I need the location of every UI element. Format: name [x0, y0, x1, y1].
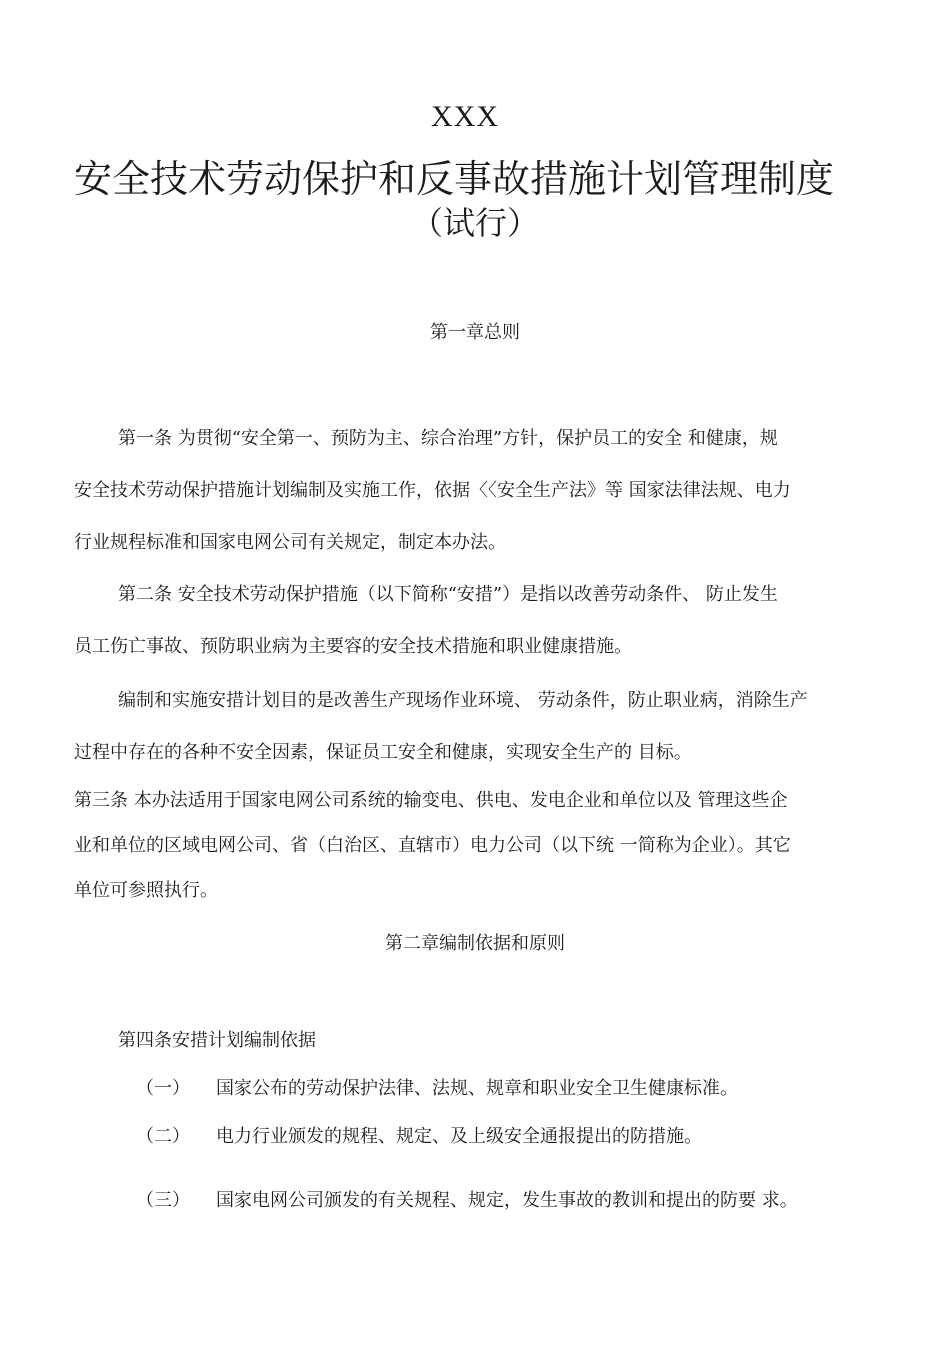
- item-2-text: 电力行业颁发的规程、规定、及上级安全通报提出的防措施。: [216, 1126, 702, 1147]
- item-2-number: （二）: [136, 1126, 190, 1147]
- article-3-line-1: 第三条 本办法适用于国家电网公司系统的输变电、供电、发电企业和单位以及 管理这些企: [74, 790, 788, 811]
- article-4: 第四条安措计划编制依据: [118, 1030, 316, 1051]
- article-1-line-1: 第一条 为贯彻“安全第一、预防为主、综合治理”方针，保护员工的安全 和健康，规: [118, 428, 778, 449]
- item-3-text: 国家电网公司颁发的有关规程、规定，发生事故的教训和提出的防要 求。: [216, 1190, 798, 1211]
- document-org: XXX: [431, 100, 499, 133]
- item-1-number: （一）: [136, 1078, 190, 1099]
- article-2-line-1: 第二条 安全技术劳动保护措施（以下简称“安措”）是指以改善劳动条件、 防止发生: [118, 584, 778, 605]
- document-subtitle: （试行）: [410, 204, 539, 242]
- document-title: 安全技术劳动保护和反事故措施计划管理制度: [74, 157, 835, 201]
- article-3-line-3: 单位可参照执行。: [74, 880, 218, 901]
- item-1-text: 国家公布的劳动保护法律、法规、规章和职业安全卫生健康标准。: [216, 1078, 738, 1099]
- item-3-number: （三）: [136, 1190, 190, 1211]
- paragraph-line-1: 编制和实施安措计划目的是改善生产现场作业环境、 劳动条件，防止职业病，消除生产: [118, 690, 808, 711]
- article-2-line-2: 员工伤亡事故、预防职业病为主要容的安全技术措施和职业健康措施。: [74, 636, 632, 657]
- paragraph-line-2: 过程中存在的各种不安全因素，保证员工安全和健康，实现安全生产的 目标。: [74, 742, 692, 763]
- article-1-line-2: 安全技术劳动保护措施计划编制及实施工作，依据〈〈安全生产法》等 国家法律法规、电力: [74, 480, 791, 501]
- article-1-line-3: 行业规程标准和国家电网公司有关规定，制定本办法。: [74, 532, 506, 553]
- chapter-2-heading: 第二章编制依据和原则: [385, 933, 565, 954]
- chapter-1-heading: 第一章总则: [430, 322, 520, 343]
- article-3-line-2: 业和单位的区域电网公司、省（白治区、直辖市）电力公司（以下统 一简称为企业）。其它: [74, 835, 791, 856]
